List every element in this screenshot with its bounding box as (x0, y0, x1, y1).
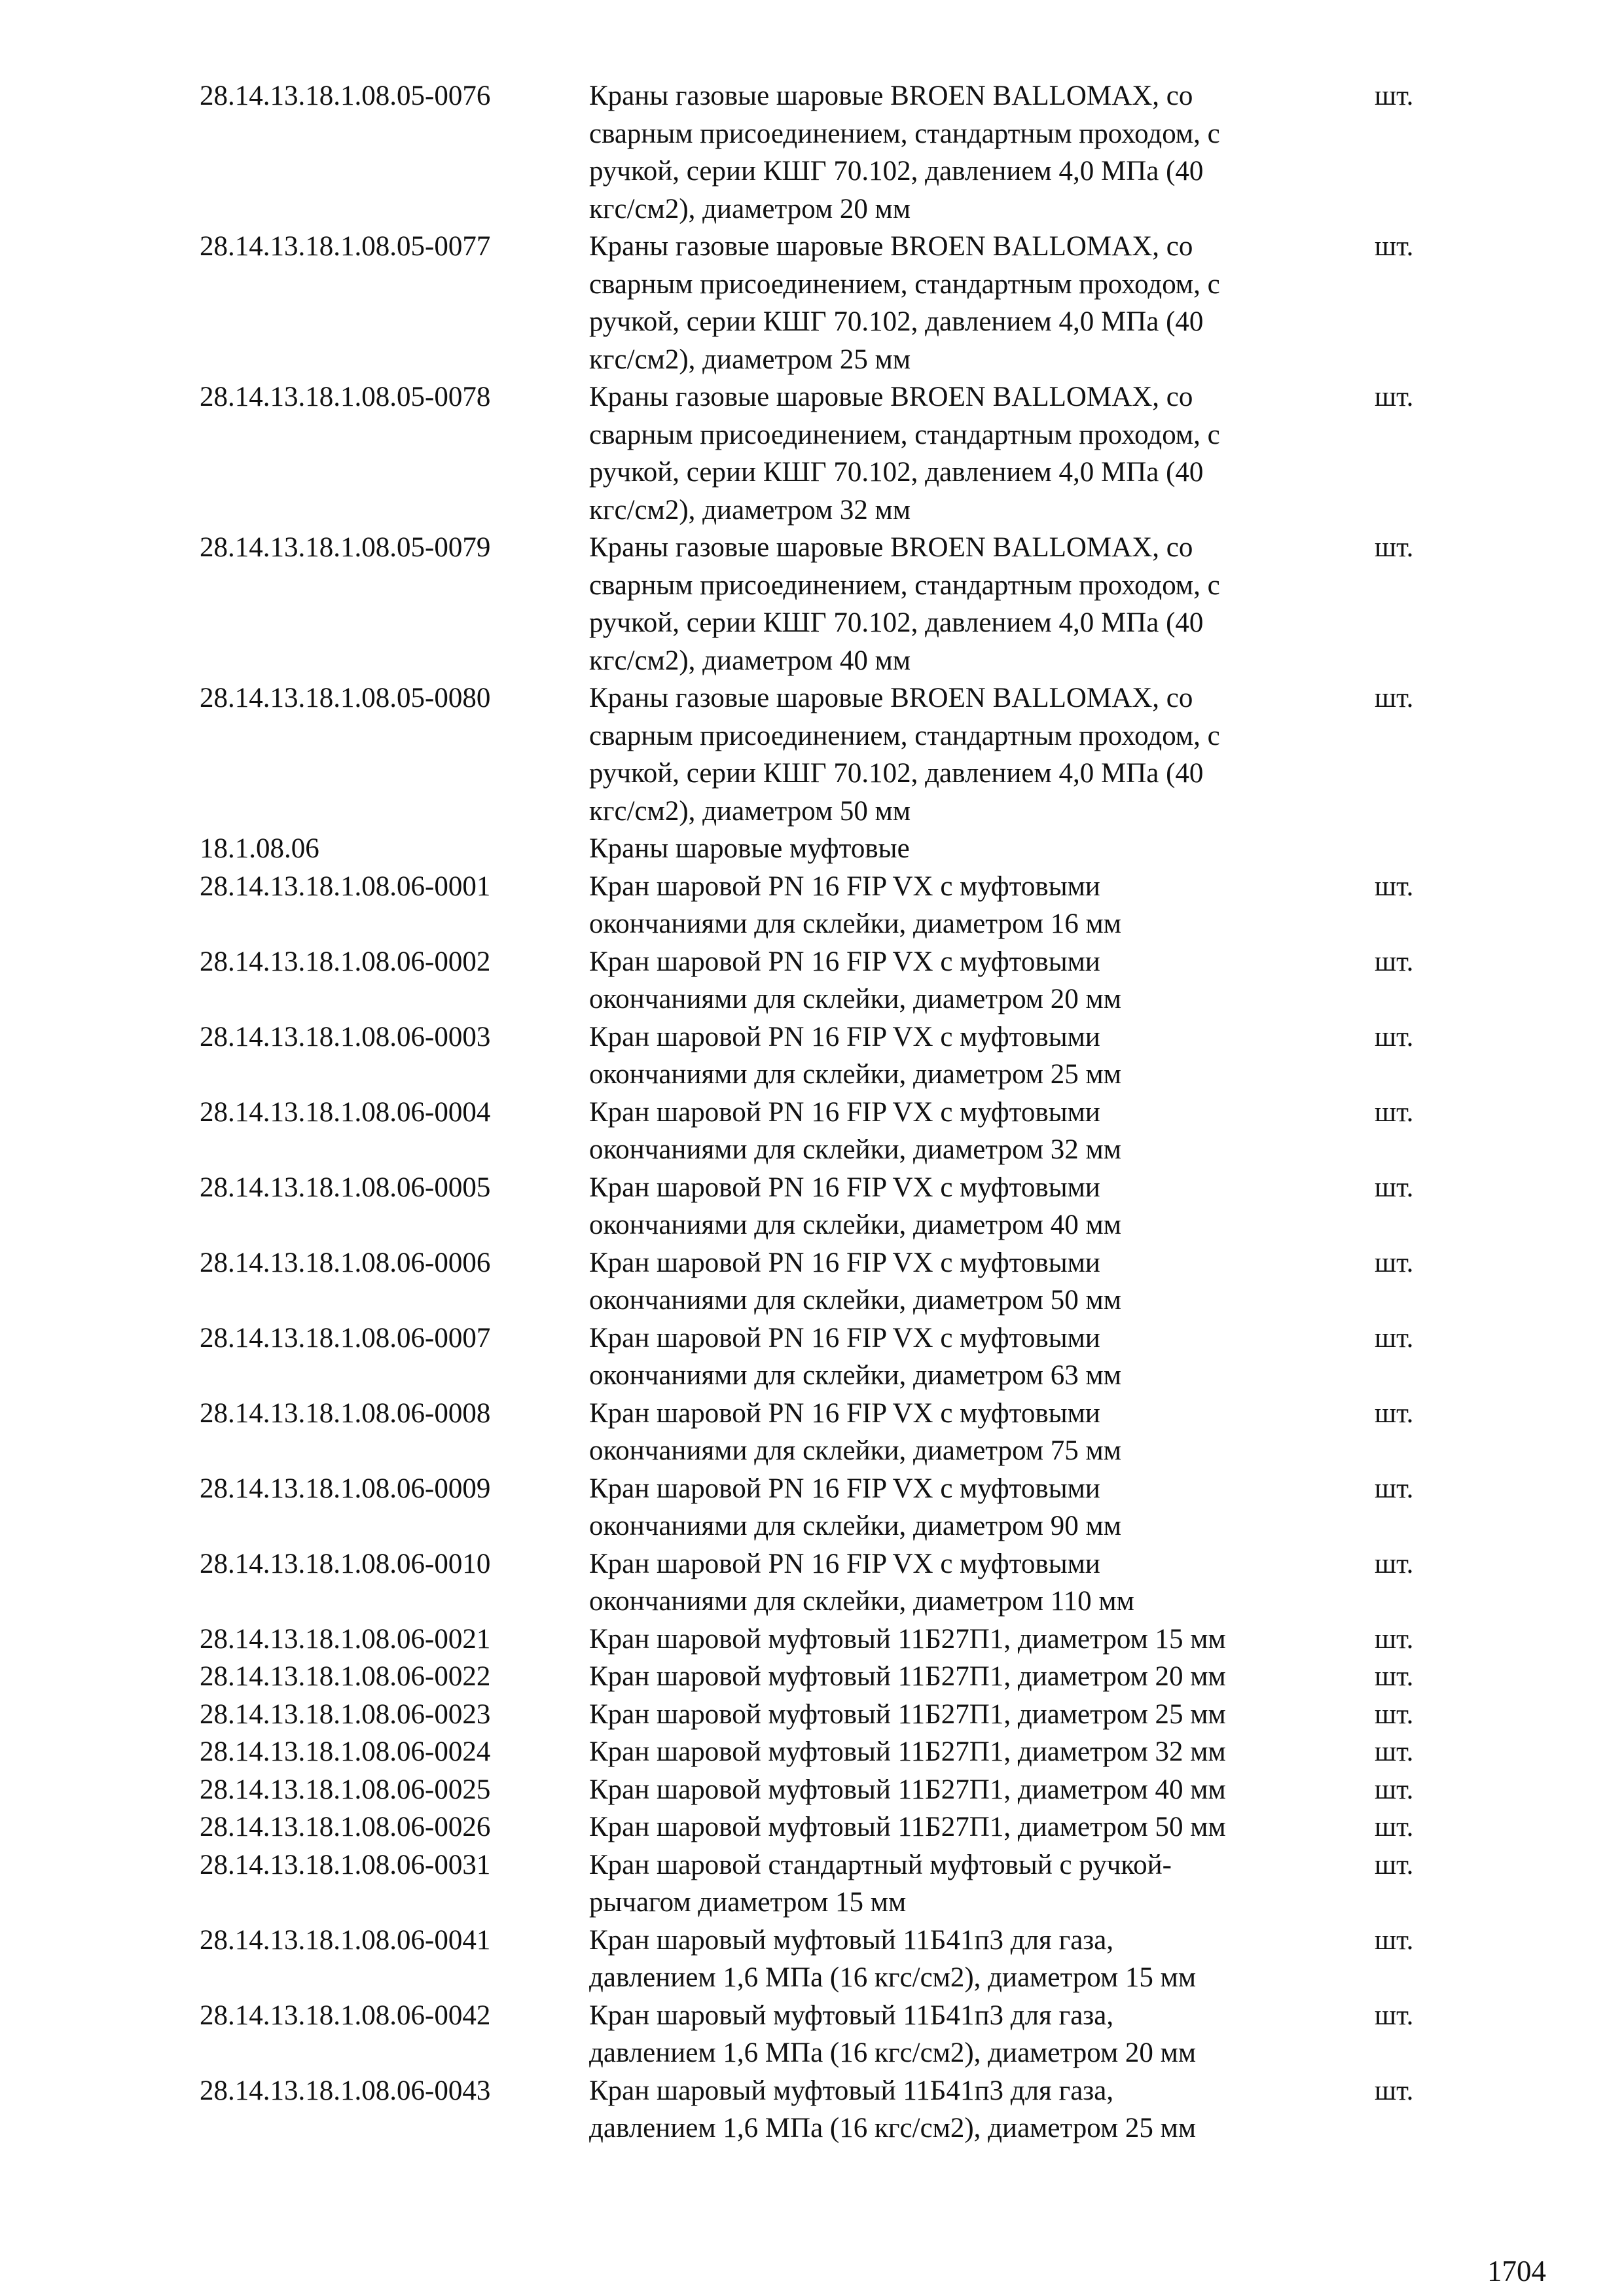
item-description: Кран шаровой PN 16 FIP VX с муфтовыми окончаниями для склейки, диаметром 75 мм (589, 1397, 1121, 1466)
table-row (200, 378, 1443, 529)
item-unit: шт. (1375, 2075, 1414, 2106)
table-row (200, 679, 1443, 830)
item-code: 28.14.13.18.1.08.06-0010 (200, 1548, 491, 1579)
item-description: Кран шаровой стандартный муфтовый с ручкой- рычагом диаметром 15 мм (589, 1849, 1172, 1918)
table-row (200, 1470, 1443, 1545)
item-unit: шт. (1375, 1849, 1414, 1880)
item-description: Краны газовые шаровые BROEN BALLOMAX, со сварным присоединением, стандартным проходом, с ручкой, серии КШГ 70.102, давлением 4,0 МПа (40 кгс/см2), диаметром 40 мм (589, 532, 1220, 676)
item-description: Кран шаровой муфтовый 11Б27П1, диаметром 32 мм (589, 1736, 1226, 1767)
item-unit: шт. (1375, 683, 1414, 713)
item-unit: шт. (1375, 1661, 1414, 1692)
item-code: 28.14.13.18.1.08.06-0031 (200, 1849, 491, 1880)
item-unit: шт. (1375, 1698, 1414, 1730)
table-row (200, 1545, 1443, 1621)
item-code: 28.14.13.18.1.08.05-0079 (200, 532, 491, 563)
item-unit: шт. (1375, 1397, 1414, 1429)
item-description: Кран шаровый муфтовый 11Б41п3 для газа, давлением 1,6 МПа (16 кгс/см2), диаметром 15 мм (589, 1924, 1197, 1993)
item-unit: шт. (1375, 1096, 1414, 1128)
item-description: Кран шаровый муфтовый 11Б41п3 для газа, давлением 1,6 МПа (16 кгс/см2), диаметром 20 мм (589, 2000, 1197, 2068)
item-unit: шт. (1375, 1247, 1414, 1278)
table-row (200, 943, 1443, 1018)
item-description: Кран шаровой PN 16 FIP VX с муфтовыми окончаниями для склейки, диаметром 32 мм (589, 1096, 1121, 1165)
item-unit: шт. (1375, 1623, 1414, 1655)
item-code: 28.14.13.18.1.08.06-0022 (200, 1661, 491, 1692)
table-row (200, 529, 1443, 679)
item-unit: шт. (1375, 2000, 1414, 2031)
item-code: 28.14.13.18.1.08.05-0076 (200, 81, 491, 111)
table-row (200, 1733, 1443, 1771)
item-unit: шт. (1375, 1548, 1414, 1579)
item-description: Кран шаровой PN 16 FIP VX с муфтовыми окончаниями для склейки, диаметром 16 мм (589, 870, 1121, 939)
item-description: Кран шаровой муфтовый 11Б27П1, диаметром 25 мм (589, 1698, 1226, 1730)
item-code: 28.14.13.18.1.08.06-0007 (200, 1322, 491, 1354)
item-description: Краны газовые шаровые BROEN BALLOMAX, со сварным присоединением, стандартным проходом, с ручкой, серии КШГ 70.102, давлением 4,0 МПа (40 кгс/см2), диаметром 32 мм (589, 382, 1220, 526)
item-unit: шт. (1375, 382, 1414, 412)
item-unit: шт. (1375, 231, 1414, 262)
item-unit: шт. (1375, 81, 1414, 111)
item-code: 28.14.13.18.1.08.06-0008 (200, 1397, 491, 1429)
item-unit: шт. (1375, 1812, 1414, 1842)
item-unit: шт. (1375, 1322, 1414, 1354)
item-code: 28.14.13.18.1.08.06-0024 (200, 1736, 491, 1767)
item-description: Кран шаровой PN 16 FIP VX с муфтовыми окончаниями для склейки, диаметром 90 мм (589, 1473, 1121, 1541)
item-description: Кран шаровой муфтовый 11Б27П1, диаметром 20 мм (589, 1661, 1226, 1692)
table-row (200, 1922, 1443, 1997)
price-list-table (200, 77, 1443, 2147)
item-description: Краны газовые шаровые BROEN BALLOMAX, со сварным присоединением, стандартным проходом, с ручкой, серии КШГ 70.102, давлением 4,0 МПа (40 кгс/см2), диаметром 20 мм (589, 81, 1220, 224)
item-description: Кран шаровой муфтовый 11Б27П1, диаметром 15 мм (589, 1623, 1226, 1655)
table-row (200, 868, 1443, 943)
item-code: 28.14.13.18.1.08.06-0025 (200, 1774, 491, 1805)
item-code: 28.14.13.18.1.08.06-0021 (200, 1623, 491, 1655)
item-code: 28.14.13.18.1.08.06-0043 (200, 2075, 491, 2106)
item-unit: шт. (1375, 870, 1414, 902)
item-description: Кран шаровой PN 16 FIP VX с муфтовыми окончаниями для склейки, диаметром 63 мм (589, 1322, 1121, 1391)
item-description: Кран шаровой муфтовый 11Б27П1, диаметром 40 мм (589, 1774, 1226, 1805)
item-unit: шт. (1375, 532, 1414, 563)
table-row (200, 1658, 1443, 1696)
item-description: Кран шаровый муфтовый 11Б41п3 для газа, давлением 1,6 МПа (16 кгс/см2), диаметром 25 мм (589, 2075, 1197, 2144)
table-row (200, 1846, 1443, 1922)
item-unit: шт. (1375, 946, 1414, 977)
table-row (200, 228, 1443, 378)
table-row (200, 1696, 1443, 1734)
section-code: 18.1.08.06 (200, 833, 319, 864)
table-row (200, 1319, 1443, 1395)
item-code: 28.14.13.18.1.08.06-0026 (200, 1812, 491, 1842)
item-unit: шт. (1375, 1924, 1414, 1956)
item-code: 28.14.13.18.1.08.06-0023 (200, 1698, 491, 1730)
item-unit: шт. (1375, 1021, 1414, 1052)
item-code: 28.14.13.18.1.08.06-0001 (200, 870, 491, 902)
item-description: Кран шаровой PN 16 FIP VX с муфтовыми окончаниями для склейки, диаметром 40 мм (589, 1172, 1121, 1240)
item-description: Кран шаровой PN 16 FIP VX с муфтовыми окончаниями для склейки, диаметром 25 мм (589, 1021, 1121, 1090)
item-description: Кран шаровой PN 16 FIP VX с муфтовыми окончаниями для склейки, диаметром 50 мм (589, 1247, 1121, 1316)
item-unit: шт. (1375, 1774, 1414, 1805)
table-row (200, 1997, 1443, 2072)
page-number: 1704 (1487, 2255, 1546, 2287)
item-code: 28.14.13.18.1.08.06-0042 (200, 2000, 491, 2031)
item-code: 28.14.13.18.1.08.05-0077 (200, 231, 491, 262)
table-row (200, 1169, 1443, 1244)
table-row (200, 1621, 1443, 1659)
section-title: Краны шаровые муфтовые (589, 833, 910, 864)
item-code: 28.14.13.18.1.08.05-0080 (200, 683, 491, 713)
table-row (200, 2072, 1443, 2147)
item-code: 28.14.13.18.1.08.06-0009 (200, 1473, 491, 1504)
table-row (200, 1808, 1443, 1846)
table-row (200, 1244, 1443, 1319)
table-row (200, 1018, 1443, 1094)
item-description: Краны газовые шаровые BROEN BALLOMAX, со сварным присоединением, стандартным проходом, с ручкой, серии КШГ 70.102, давлением 4,0 МПа (40 кгс/см2), диаметром 50 мм (589, 683, 1220, 827)
item-code: 28.14.13.18.1.08.06-0004 (200, 1096, 491, 1128)
item-unit: шт. (1375, 1736, 1414, 1767)
item-code: 28.14.13.18.1.08.06-0005 (200, 1172, 491, 1203)
item-unit: шт. (1375, 1473, 1414, 1504)
table-row (200, 1094, 1443, 1169)
item-description: Краны газовые шаровые BROEN BALLOMAX, со сварным присоединением, стандартным проходом, с ручкой, серии КШГ 70.102, давлением 4,0 МПа (40 кгс/см2), диаметром 25 мм (589, 231, 1220, 375)
item-code: 28.14.13.18.1.08.06-0006 (200, 1247, 491, 1278)
item-code: 28.14.13.18.1.08.06-0002 (200, 946, 491, 977)
item-code: 28.14.13.18.1.08.06-0041 (200, 1924, 491, 1956)
item-description: Кран шаровой PN 16 FIP VX с муфтовыми окончаниями для склейки, диаметром 20 мм (589, 946, 1121, 1014)
item-description: Кран шаровой PN 16 FIP VX с муфтовыми окончаниями для склейки, диаметром 110 мм (589, 1548, 1134, 1617)
table-row (200, 77, 1443, 228)
item-code: 28.14.13.18.1.08.05-0078 (200, 382, 491, 412)
table-row (200, 1771, 1443, 1809)
item-code: 28.14.13.18.1.08.06-0003 (200, 1021, 491, 1052)
item-unit: шт. (1375, 1172, 1414, 1203)
table-row (200, 1395, 1443, 1470)
section-heading-row (200, 830, 1443, 868)
item-description: Кран шаровой муфтовый 11Б27П1, диаметром 50 мм (589, 1812, 1226, 1842)
